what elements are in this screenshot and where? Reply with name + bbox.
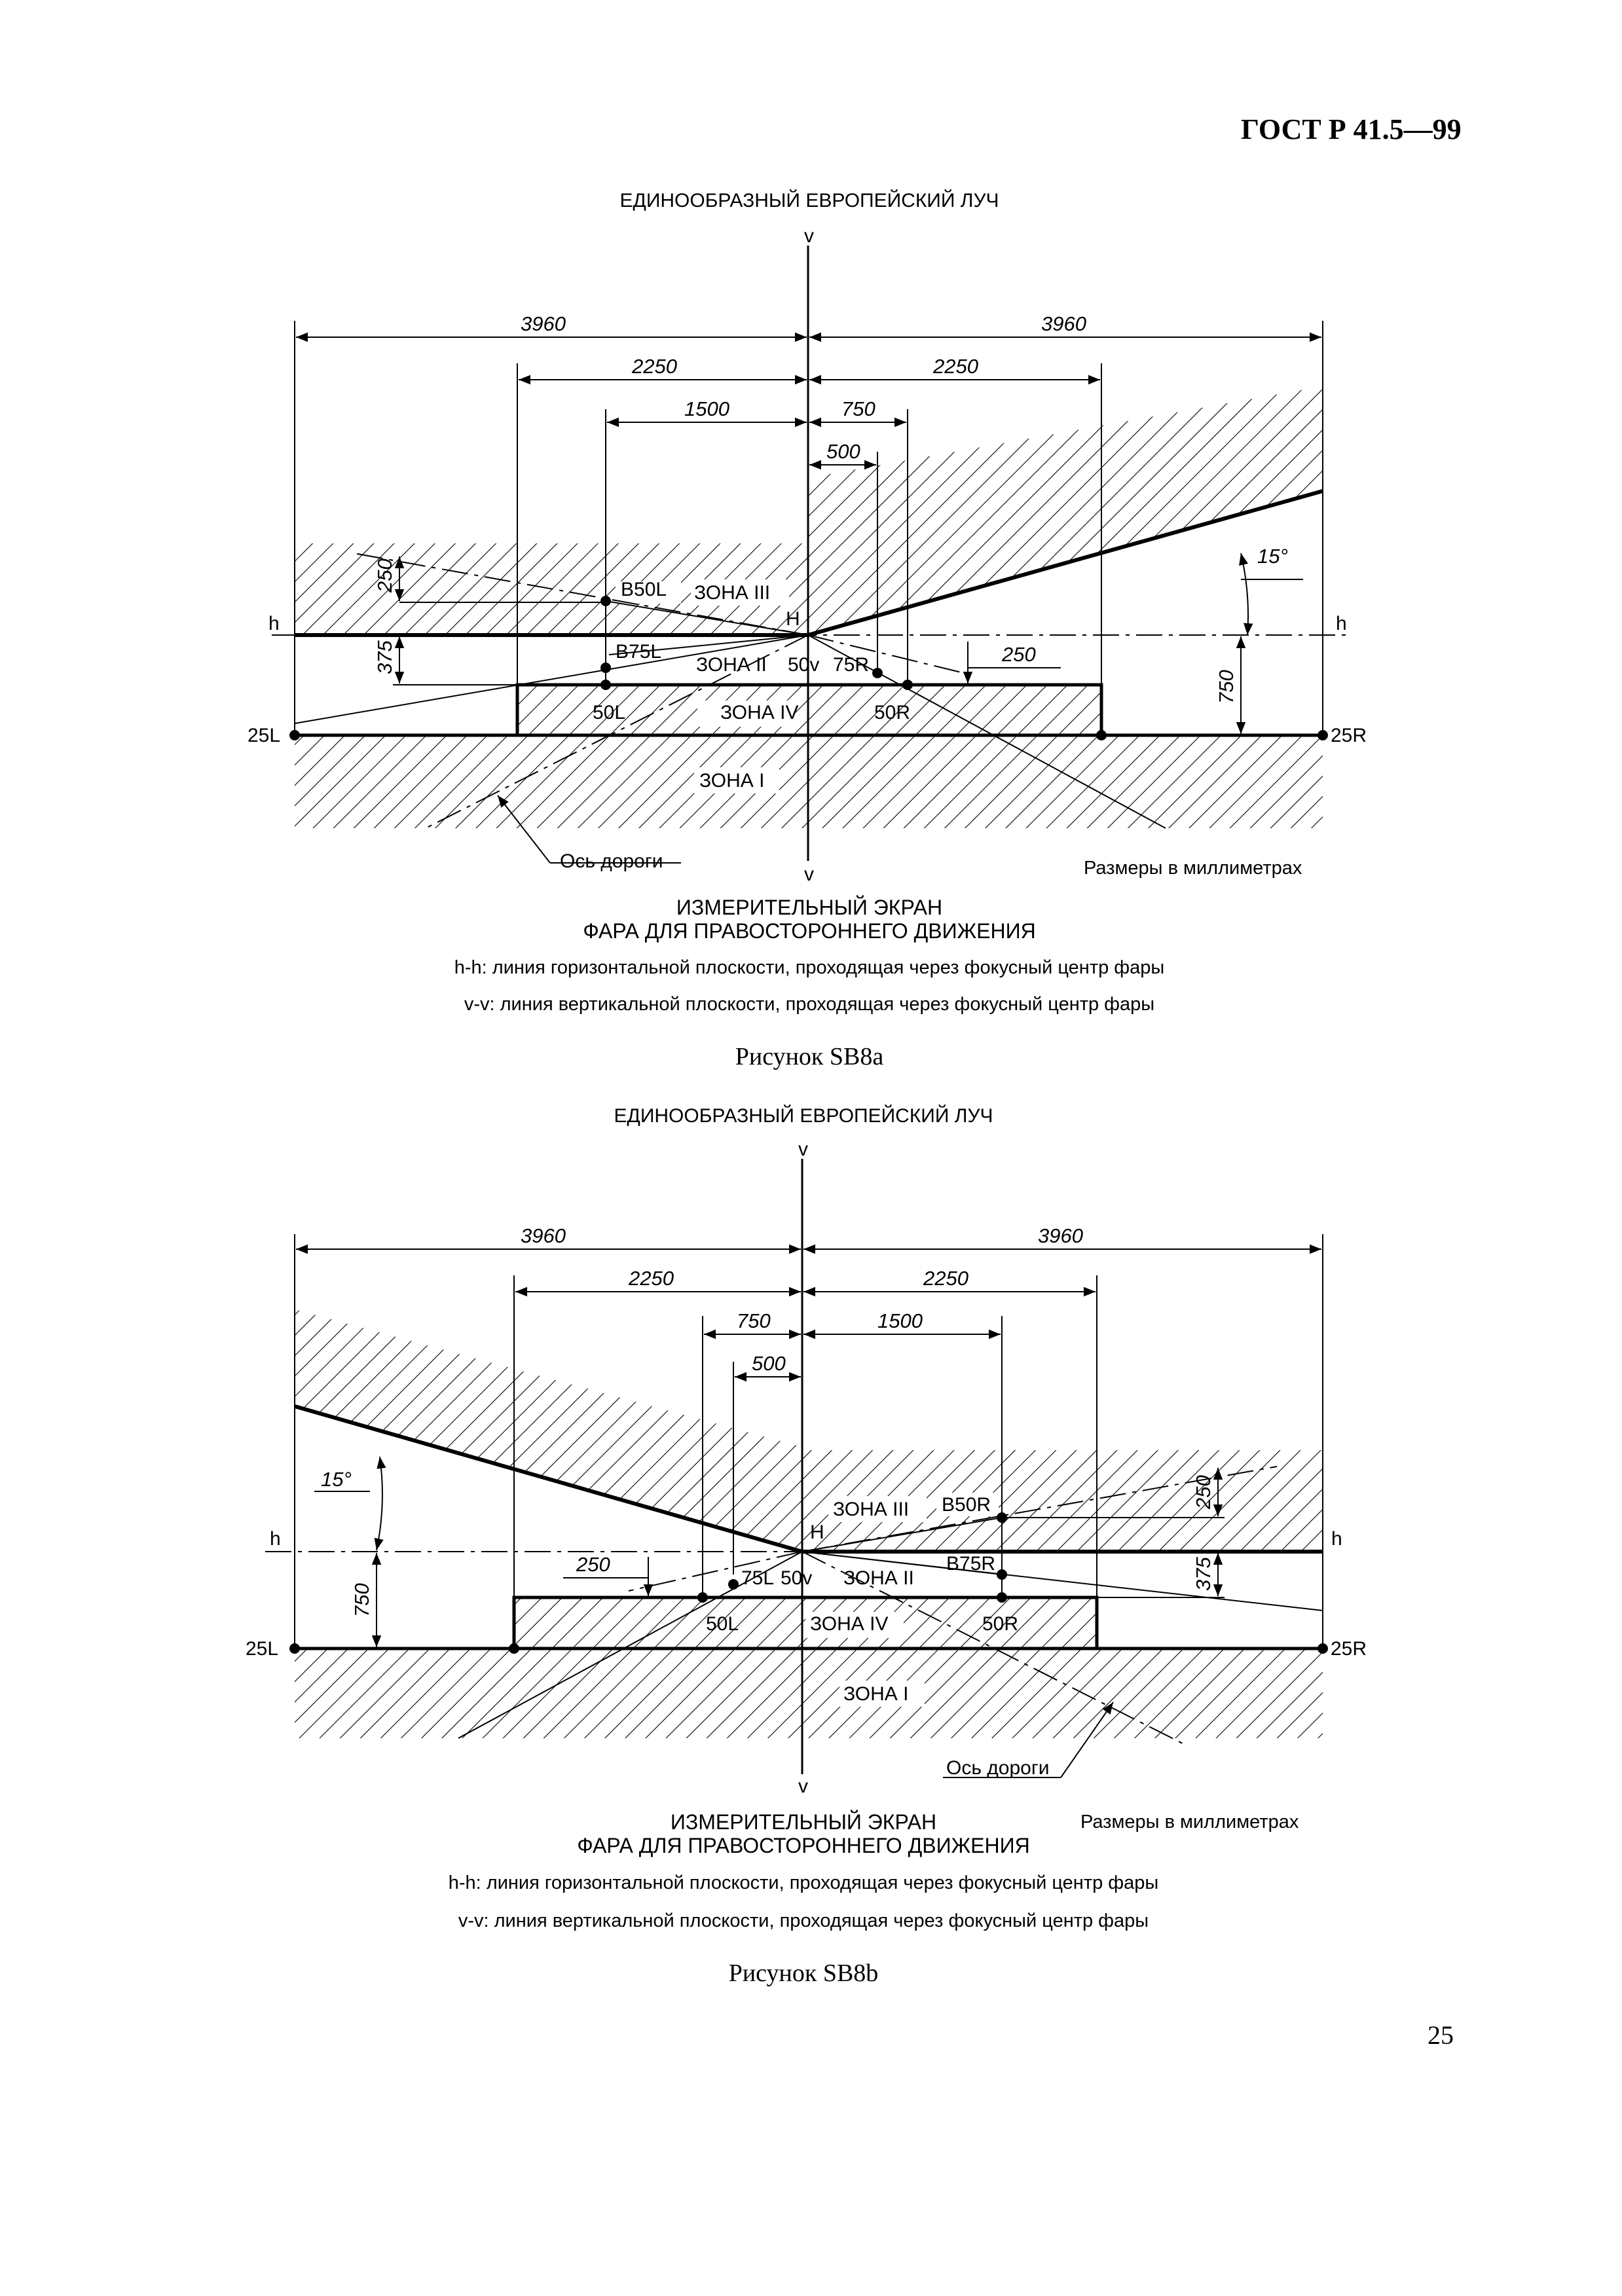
svg-text:750: 750 xyxy=(841,397,876,420)
point-75L xyxy=(728,1579,739,1590)
label-road-axis: Ось дороги xyxy=(560,850,663,872)
svg-text:750: 750 xyxy=(1215,670,1238,704)
figure-a-diagram xyxy=(0,0,1622,917)
svg-text:2250: 2250 xyxy=(629,1267,674,1290)
figure-a-caption: Рисунок SB8a xyxy=(735,1043,884,1070)
figure-b-legend-hh: h-h: линия горизонтальной плоскости, проходящая через фокусный центр фары xyxy=(448,1872,1159,1893)
svg-text:3960: 3960 xyxy=(521,312,566,335)
label-zone-2: ЗОНА II xyxy=(843,1567,914,1589)
point-B75R xyxy=(997,1569,1007,1580)
label-25R: 25R xyxy=(1331,1638,1367,1660)
figure-b-caption: Рисунок SB8b xyxy=(728,1959,879,1987)
label-h-right: h xyxy=(1331,1528,1342,1550)
label-h-left: h xyxy=(270,1528,281,1550)
svg-text:375: 375 xyxy=(373,640,396,674)
svg-text:500: 500 xyxy=(752,1352,786,1375)
figure-a-units-note: Размеры в миллиметрах xyxy=(1084,858,1302,879)
label-zone-4: ЗОНА IV xyxy=(720,702,799,723)
point-50L xyxy=(697,1592,708,1603)
label-zone-1: ЗОНА I xyxy=(843,1683,909,1705)
figure-b-legend-vv: v-v: линия вертикальной плоскости, проходящая через фокусный центр фары xyxy=(458,1910,1149,1931)
svg-text:500: 500 xyxy=(826,440,860,463)
svg-text:2250: 2250 xyxy=(923,1267,968,1290)
page-number: 25 xyxy=(1428,2020,1454,2050)
figure-b-units-note: Размеры в миллиметрах xyxy=(1080,1812,1299,1832)
figure-b-diagram xyxy=(0,917,1622,1833)
label-zone-4: ЗОНА IV xyxy=(810,1613,889,1635)
svg-text:2250: 2250 xyxy=(632,355,677,378)
svg-text:750: 750 xyxy=(737,1309,771,1332)
point-B50L xyxy=(600,596,611,606)
point-50L xyxy=(600,680,611,690)
label-75R: 75R xyxy=(833,654,870,676)
label-v-bottom: v xyxy=(804,864,814,885)
label-B75L: B75L xyxy=(616,641,662,663)
point-25R xyxy=(1318,730,1328,740)
label-zone-1: ЗОНА I xyxy=(699,770,765,792)
doc-code: ГОСТ Р 41.5—99 xyxy=(1241,113,1462,145)
label-B50R: B50R xyxy=(942,1494,991,1516)
figure-a-subtitle-2: ФАРА ДЛЯ ПРАВОСТОРОННЕГО ДВИЖЕНИЯ xyxy=(583,919,1036,943)
label-angle: 15° xyxy=(321,1468,352,1491)
point-25R xyxy=(1318,1643,1328,1654)
label-50v: 50v xyxy=(788,654,820,676)
svg-text:250: 250 xyxy=(1002,643,1036,666)
figure-a-legend-vv: v-v: линия вертикальной плоскости, проходящая через фокусный центр фары xyxy=(464,994,1155,1015)
label-50R: 50R xyxy=(982,1613,1019,1635)
figure-b-title: ЕДИНООБРАЗНЫЙ ЕВРОПЕЙСКИЙ ЛУЧ xyxy=(614,1105,993,1127)
svg-text:250: 250 xyxy=(1192,1475,1215,1509)
label-B75R: B75R xyxy=(946,1553,996,1575)
figure-b-subtitle-2: ФАРА ДЛЯ ПРАВОСТОРОННЕГО ДВИЖЕНИЯ xyxy=(577,1834,1030,1857)
label-50L: 50L xyxy=(593,702,626,723)
figure-a-subtitle-1: ИЗМЕРИТЕЛЬНЫЙ ЭКРАН xyxy=(676,896,943,919)
svg-text:3960: 3960 xyxy=(1038,1224,1083,1247)
label-angle: 15° xyxy=(1257,545,1288,568)
point-25L xyxy=(289,1643,300,1654)
point-lower-right xyxy=(1096,730,1107,740)
point-50R xyxy=(902,680,913,690)
label-h-left: h xyxy=(268,613,280,634)
zone-3-hatch-left xyxy=(295,1309,802,1552)
point-25L xyxy=(289,730,300,740)
label-B50L: B50L xyxy=(621,579,667,600)
label-zone-3: ЗОНА III xyxy=(833,1499,910,1520)
label-H: H xyxy=(786,608,800,630)
figure-a-legend-hh: h-h: линия горизонтальной плоскости, проходящая через фокусный центр фары xyxy=(454,957,1165,978)
label-zone-3: ЗОНА III xyxy=(694,582,771,604)
label-zone-2: ЗОНА II xyxy=(696,654,767,676)
label-v-top: v xyxy=(798,1139,808,1160)
label-25L: 25L xyxy=(246,1638,279,1660)
svg-text:750: 750 xyxy=(350,1583,373,1617)
label-25R: 25R xyxy=(1331,725,1367,746)
point-lower-left xyxy=(509,1643,519,1654)
point-B50R xyxy=(997,1512,1007,1523)
svg-text:2250: 2250 xyxy=(933,355,978,378)
label-v-top: v xyxy=(804,225,814,247)
label-50v: 50v xyxy=(781,1567,813,1589)
label-25L: 25L xyxy=(248,725,281,746)
point-50R xyxy=(997,1592,1007,1603)
svg-text:1500: 1500 xyxy=(877,1309,923,1332)
svg-text:250: 250 xyxy=(373,558,396,592)
zone-1-hatch xyxy=(295,1649,1323,1738)
point-B75L xyxy=(600,663,611,673)
label-50L: 50L xyxy=(706,1613,739,1635)
label-v-bottom: v xyxy=(798,1776,808,1797)
svg-text:375: 375 xyxy=(1192,1557,1215,1591)
svg-text:250: 250 xyxy=(576,1553,610,1576)
label-h-right: h xyxy=(1336,613,1347,634)
svg-text:1500: 1500 xyxy=(684,397,729,420)
figure-b-subtitle-1: ИЗМЕРИТЕЛЬНЫЙ ЭКРАН xyxy=(670,1810,937,1834)
label-75L: 75L xyxy=(741,1567,775,1589)
svg-text:3960: 3960 xyxy=(1041,312,1086,335)
svg-text:3960: 3960 xyxy=(521,1224,566,1247)
figure-a-title: ЕДИНООБРАЗНЫЙ ЕВРОПЕЙСКИЙ ЛУЧ xyxy=(619,190,999,211)
label-road-axis: Ось дороги xyxy=(946,1757,1050,1779)
label-50R: 50R xyxy=(874,702,911,723)
label-H: H xyxy=(810,1522,824,1543)
point-75R xyxy=(872,668,883,678)
